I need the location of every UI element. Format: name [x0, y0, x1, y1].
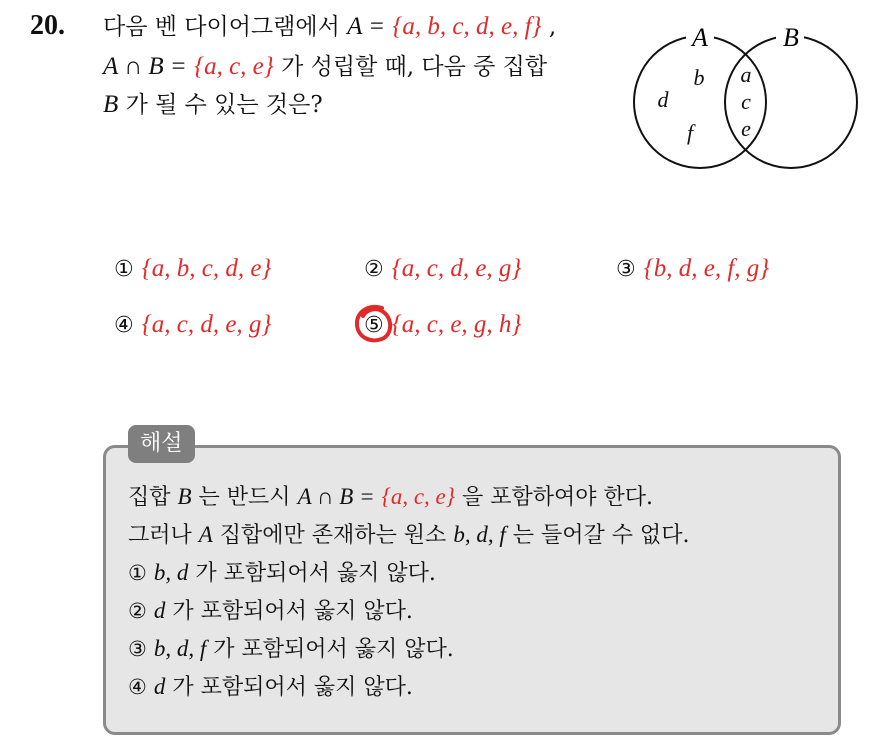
choice-2-number: ② [364, 257, 384, 282]
venn-element-e: e [741, 116, 751, 141]
solution-line-4 [128, 596, 413, 627]
label-a: A [692, 23, 708, 52]
question-line-3 [103, 90, 323, 120]
intersection-expression: A ∩ B = [103, 53, 187, 80]
solution-math: B [177, 484, 192, 509]
choice-5-number: ⑤ [364, 313, 384, 338]
set-a-name: A = [347, 13, 386, 40]
solution-line-6 [128, 672, 413, 703]
solution-text: 가 포함되어서 옳지 않다. [206, 637, 454, 662]
venn-diagram [628, 20, 884, 200]
choice-5-set: {a, c, e, g, h} [391, 311, 522, 338]
venn-element-a: a [740, 62, 752, 87]
choice-1-set: {a, b, c, d, e} [141, 255, 272, 282]
solution-text: 집합 [128, 485, 178, 510]
solution-line-1 [128, 482, 653, 513]
question-text: 다음 벤 다이어그램에서 [103, 14, 340, 40]
solution-text: 가 포함되어서 옳지 않다. [165, 675, 413, 700]
intersection-elements: {a, c, e} [194, 53, 274, 80]
label-b: B [783, 23, 799, 52]
choice-3[interactable] [616, 255, 769, 283]
solution-text: 가 포함되어서 옳지 않다. [165, 599, 413, 624]
solution-math: d [153, 674, 166, 699]
solution-math: A [198, 522, 213, 547]
question-comma: , [541, 14, 557, 40]
venn-element-f: f [686, 120, 694, 145]
solution-math: b, d [153, 560, 189, 585]
choice-4-set: {a, c, d, e, g} [141, 311, 272, 338]
question-text-2: 가 성립할 때, 다음 중 집합 [273, 54, 548, 80]
solution-math: b, d, f [453, 522, 506, 547]
solution-tag: 해설 [128, 425, 195, 463]
answer-circle-mark [352, 302, 396, 346]
solution-line-5 [128, 634, 454, 665]
choice-4[interactable] [114, 311, 271, 339]
solution-math: b, d, f [153, 636, 207, 661]
solution-number: ① [128, 561, 147, 585]
choice-2-set: {a, c, d, e, g} [391, 255, 522, 282]
solution-text: 가 포함되어서 옳지 않다. [188, 561, 436, 586]
choice-3-set: {b, d, e, f, g} [643, 255, 770, 282]
choice-4-number: ④ [114, 313, 134, 338]
question-line-1 [103, 12, 556, 42]
question-line-2 [103, 52, 547, 82]
solution-text: 그러나 [128, 523, 199, 548]
venn-element-c: c [741, 89, 751, 114]
solution-math: d [153, 598, 166, 623]
solution-text: 집합에만 존재하는 원소 [212, 523, 454, 548]
solution-text: 는 들어갈 수 없다. [505, 523, 690, 548]
solution-number: ④ [128, 675, 147, 699]
solution-text: 는 반드시 [191, 485, 298, 510]
solution-math: A ∩ B = [297, 484, 375, 509]
solution-line-2 [128, 520, 689, 551]
solution-number: ② [128, 599, 147, 623]
venn-element-b: b [693, 65, 705, 90]
choice-3-number: ③ [616, 257, 636, 282]
question-text-3: 가 될 수 있는 것은? [118, 92, 323, 118]
choice-2[interactable] [364, 255, 521, 283]
choice-1-number: ① [114, 257, 134, 282]
set-a-elements: {a, b, c, d, e, f} [392, 13, 542, 40]
solution-text: 을 포함하여야 한다. [454, 485, 653, 510]
solution-set: {a, c, e} [381, 484, 455, 509]
solution-number: ③ [128, 637, 147, 661]
solution-line-3 [128, 558, 436, 589]
choice-1[interactable] [114, 255, 271, 283]
venn-element-d: d [657, 87, 669, 112]
set-b-name: B [103, 91, 119, 118]
question-number: 20. [30, 10, 65, 41]
